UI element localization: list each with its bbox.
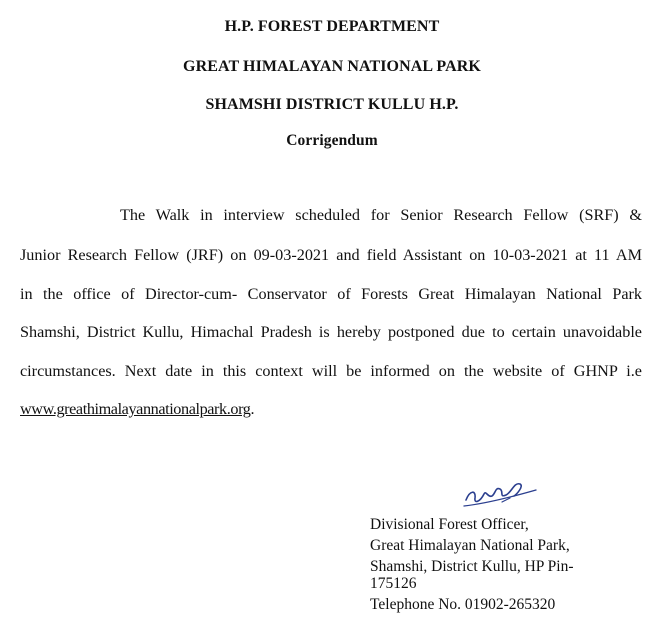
signatory-organization: Great Himalayan National Park, [370,537,570,554]
body-line-6 [20,400,642,419]
website-trailing-period: . [250,400,255,418]
signatory-pin: 175126 [370,575,417,592]
signatory-address: Shamshi, District Kullu, HP Pin- [370,558,574,575]
location-heading: SHAMSHI DISTRICT KULLU H.P. [205,96,459,113]
body-line-5: circumstances. Next date in this context will be informed on the website of GHNP i.e [20,362,642,380]
body-line-2: Junior Research Fellow (JRF) on 09-03-2021 and field Assistant on 10-03-2021 at 11 AM [20,246,642,264]
body-line-4: Shamshi, District Kullu, Himachal Pradesh is hereby postponed due to certain unavoidable [20,323,642,341]
signatory-telephone: Telephone No. 01902-265320 [370,596,556,613]
body-line-3: in the office of Director-cum- Conservator of Forests Great Himalayan National Park [20,285,642,303]
department-heading: H.P. FOREST DEPARTMENT [224,18,440,35]
park-heading: GREAT HIMALAYAN NATIONAL PARK [183,58,481,75]
document-title: Corrigendum [286,132,378,149]
body-line-1: The Walk in interview scheduled for Senior Research Fellow (SRF) & [120,206,642,224]
website-link[interactable]: www.greathimalayannationalpark.org [20,400,251,418]
signatory-designation: Divisional Forest Officer, [370,516,529,533]
signature-icon [462,478,538,514]
